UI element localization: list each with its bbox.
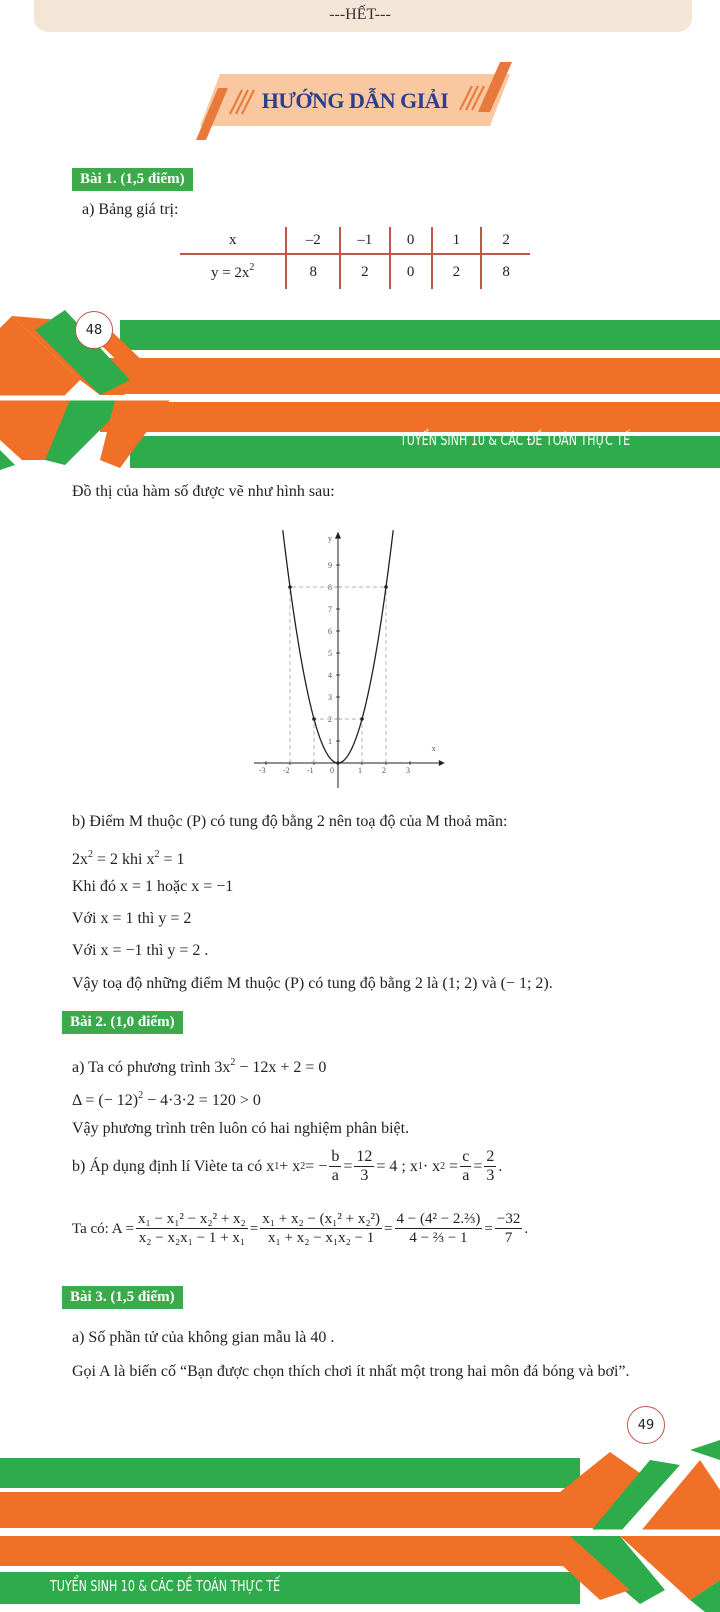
fraction-2-3: $\frac{2}{3}$: [486, 1148, 495, 1184]
x-tick-label: 1: [358, 766, 362, 775]
y-tick-label: 2: [328, 715, 332, 724]
table-cell: 2: [481, 227, 530, 254]
bai1-b-line3: Khi đó x = 1 hoặc x = −1: [72, 878, 234, 895]
page-number-48: 48: [75, 311, 113, 349]
x-axis-label: x: [431, 744, 436, 753]
y-axis-label: y: [328, 533, 332, 543]
table-cell: –1: [340, 227, 390, 254]
x-tick-label: -2: [283, 766, 290, 775]
y-tick-label: 5: [328, 649, 332, 658]
bai3-a-line: a) Số phần tử của không gian mẫu là 40 .: [72, 1329, 335, 1346]
bai3-label: Bài 3. (1,5 điểm): [62, 1286, 183, 1309]
green-band: [120, 320, 720, 350]
fraction-A2: $\frac{\text{x₁ + x₂ − (x₁² + x₂²)}}{\text{x₁ + x₂ − x₁x₂ − 1}}$: [262, 1211, 381, 1246]
fraction-b-a: $\frac{b}{a}$: [331, 1148, 340, 1184]
y-tick-label: 9: [328, 561, 332, 570]
y-tick-label: 3: [328, 693, 332, 702]
table-cell: 8: [286, 254, 340, 289]
value-table: [180, 227, 530, 289]
graph-intro: Đồ thị của hàm số được vẽ như hình sau:: [72, 483, 335, 500]
x-tick-label: -3: [259, 766, 266, 775]
bai2-a-line3: Vậy phương trình trên luôn có hai nghiệm phân biệt.: [72, 1120, 410, 1137]
fraction-c-a: $\frac{c}{a}$: [462, 1148, 470, 1184]
x-tick-label: 3: [406, 766, 410, 775]
bai3-b-line: Gọi A là biến cố “Bạn được chọn thích chơi ít nhất một trong hai môn đá bóng và bơi”.: [72, 1363, 630, 1380]
data-point: [360, 717, 364, 721]
green-band: [0, 1458, 580, 1488]
table-row-y: [180, 254, 530, 289]
bai1-label: Bài 1. (1,5 điểm): [72, 168, 193, 191]
data-point: [336, 761, 340, 765]
table-cell: 8: [481, 254, 530, 289]
x-tick-label: 0: [330, 766, 334, 775]
bai1-b-line4: Với x = 1 thì y = 2: [72, 910, 192, 927]
y-tick-label: 1: [328, 737, 332, 746]
bai2-a-line2: Δ = (− 12)$^2$ − 4·3·2 = 120 > 0: [72, 1090, 261, 1109]
bai2-A-expression: Ta có: A = $\frac{\text{x₁ − x₁² − x₂² + x₂}}{\text{x₂ − x₂x₁ − 1 + x₁}}$ = $\frac{\text{x₁ + x₂ − (x₁² + x₂²)}}{\text{x₁ + x₂ − x₁x₂ − 1}}$ = $\frac{\text{4 − (4² − 2.⅔)}}{\text{4 − ⅔ − 1}}$ = $\frac{-32}{7}$ .: [72, 1211, 529, 1246]
data-point: [288, 585, 292, 589]
fraction-12-3: $\frac{12}{3}$: [356, 1148, 373, 1184]
y-tick-label: 8: [328, 583, 332, 592]
orange-band: [0, 1536, 600, 1566]
bai1-b-line5: Với x = −1 thì y = 2 .: [72, 942, 209, 959]
x-axis-arrow: [439, 760, 445, 766]
orange-band: [100, 402, 720, 432]
y-tick-label: 6: [328, 627, 332, 636]
bai1-b-line2: $2x^2 = 2$ khi $x^2 = 1$: [72, 849, 185, 868]
x-tick-label: 2: [382, 766, 386, 775]
table-cell: 1: [432, 227, 482, 254]
table-row-x: [180, 227, 530, 254]
fraction-A3: $\frac{\text{4 − (4² − 2.⅔)}}{\text{4 − ⅔ − 1}}$: [396, 1211, 481, 1246]
series-title-2: TUYỂN SINH 10 & CÁC ĐỀ TOÁN THỰC TẾ: [50, 1577, 281, 1595]
fraction-A1: $\frac{\text{x₁ − x₁² − x₂² + x₂}}{\text{x₂ − x₂x₁ − 1 + x₁}}$: [138, 1211, 246, 1246]
orange-band: [100, 358, 720, 394]
y-axis-arrow: [335, 532, 341, 539]
banner-title: HƯỚNG DẪN GIẢI: [261, 88, 449, 113]
table-header-x: x: [180, 227, 286, 254]
bai1-a-text: a) Bảng giá trị:: [82, 201, 179, 218]
table-cell: 2: [432, 254, 482, 289]
parabola-graph: [250, 520, 450, 790]
table-header-y: $y = 2x^2$: [210, 262, 255, 281]
orange-band: [0, 1492, 600, 1528]
table-cell: 0: [390, 227, 432, 254]
page-number-49: 49: [627, 1406, 665, 1444]
fraction-A4: $\frac{-32}{7}$: [496, 1211, 521, 1246]
table-cell: –2: [286, 227, 340, 254]
table-cell: 0: [390, 254, 432, 289]
data-point: [384, 585, 388, 589]
series-title: TUYỂN SINH 10 & CÁC ĐỀ TOÁN THỰC TẾ: [400, 431, 631, 449]
data-point: [312, 717, 316, 721]
bai1-b-line6: Vậy toạ độ những điểm M thuộc (P) có tung độ bằng 2 là (1; 2) và (− 1; 2).: [72, 975, 553, 992]
table-cell: 2: [340, 254, 390, 289]
bai2-a-line1: a) Ta có phương trình $3x^2 - 12x + 2 = 0$: [72, 1057, 327, 1076]
bai2-label: Bài 2. (1,0 điểm): [62, 1011, 183, 1034]
bai2-b-line: b) Áp dụng định lí Viète ta có x 1 + x 2 = − $\frac{b}{a}$ = $\frac{12}{3}$ = 4 ; x 1 · x 2 = $\frac{c}{a}$ = $\frac{2}{3}$ .: [72, 1148, 503, 1184]
y-tick-label: 7: [328, 605, 332, 614]
y-tick-label: 4: [328, 671, 332, 680]
bai1-b-line1: b) Điểm M thuộc (P) có tung độ bằng 2 nên toạ độ của M thoả mãn:: [72, 813, 508, 830]
end-marker: ---HẾT---: [329, 6, 391, 23]
x-tick-label: -1: [307, 766, 314, 775]
